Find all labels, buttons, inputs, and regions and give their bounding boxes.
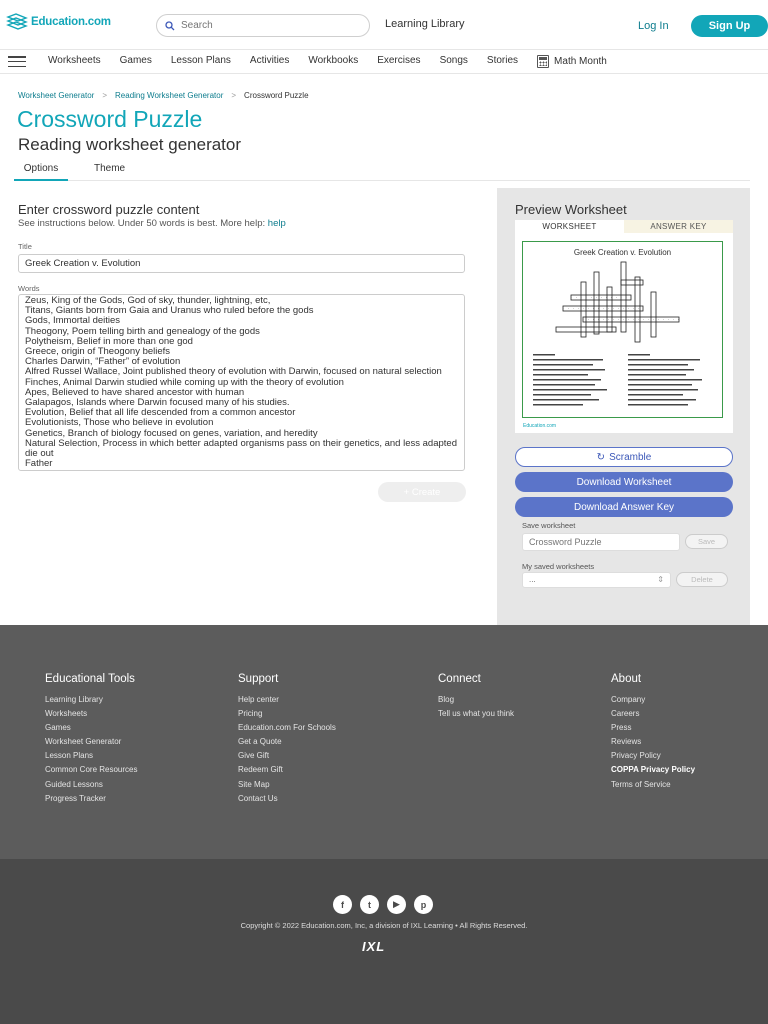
word-line: Genetics, Branch of biology focused on genes, variation, and heredity (25, 427, 318, 439)
delete-button[interactable]: Delete (676, 572, 728, 587)
word-line: Finches, Animal Darwin studied while coming up with the theory of evolution (25, 376, 344, 388)
books-logo-icon (6, 13, 28, 31)
footer-link[interactable]: Give Gift (238, 751, 270, 761)
refresh-icon: ↻ (596, 451, 606, 463)
footer-heading: Educational Tools (45, 673, 135, 685)
saved-worksheets-label: My saved worksheets (522, 562, 595, 571)
word-line: Natural Selection, Process in which better adapted organisms pass on their genetics, and less adapted die out (25, 437, 457, 460)
instructions-text (18, 218, 286, 229)
chevron-updown-icon: ⇕ (657, 575, 664, 584)
download-worksheet-button[interactable]: Download Worksheet (515, 472, 733, 492)
word-line: Evolution, Belief that all life descended from a common ancestor (25, 407, 296, 419)
site-header (0, 0, 768, 50)
save-name-input[interactable] (522, 533, 680, 551)
word-line: Titans, Giants born from Gaia and Uranus who ruled before the gods (25, 305, 314, 317)
worksheet-frame (522, 241, 723, 418)
pinterest-icon[interactable]: p (414, 895, 433, 914)
chevron-right-icon: > (102, 91, 108, 100)
title-input[interactable] (18, 254, 465, 273)
footer-link[interactable]: Tell us what you think (438, 709, 515, 719)
footer-link[interactable]: Help center (238, 695, 279, 704)
footer-link[interactable]: Games (45, 723, 71, 733)
footer-link[interactable]: Reviews (611, 737, 642, 747)
tab-options[interactable]: Options (14, 163, 68, 181)
main-nav (0, 50, 768, 74)
footer-link[interactable]: Education.com For Schools (238, 723, 336, 733)
menu-icon[interactable] (8, 56, 26, 67)
footer-col-support (238, 673, 336, 806)
footer-heading: About (611, 673, 642, 685)
nav-item-worksheets[interactable]: Worksheets (48, 55, 101, 66)
learning-library-link[interactable]: Learning Library (385, 18, 465, 30)
footer-bottom (0, 859, 768, 1024)
ixl-logo[interactable]: IXL (362, 939, 386, 954)
word-line: Alfred Russel Wallace, Joint published theory of evolution with Darwin, focused on natural selection (25, 366, 442, 378)
social-links (333, 895, 433, 914)
page-subtitle: Reading worksheet generator (18, 135, 242, 154)
nav-item-math-month[interactable] (537, 55, 607, 68)
facebook-icon[interactable]: f (333, 895, 352, 914)
tab-theme[interactable]: Theme (94, 163, 126, 174)
nav-item-lesson-plans[interactable]: Lesson Plans (170, 55, 231, 66)
search-box[interactable] (156, 14, 370, 37)
footer-col-educational-tools (45, 673, 137, 806)
worksheet-title: Greek Creation v. Evolution (573, 248, 672, 257)
word-line: Father (25, 458, 53, 470)
instructions: See instructions below. Under 50 words is best. More help: (18, 218, 266, 229)
logo-text: Education.com (31, 16, 111, 28)
footer-link[interactable]: Guided Lessons (45, 779, 103, 789)
search-input[interactable] (181, 20, 351, 31)
footer-link[interactable]: Company (611, 695, 646, 704)
footer-link[interactable]: Pricing (238, 709, 263, 719)
breadcrumb-worksheet-generator[interactable]: Worksheet Generator (18, 91, 95, 100)
footer-col-connect (438, 673, 514, 721)
save-worksheet-label: Save worksheet (522, 521, 576, 530)
word-line: Theogony, Poem telling birth and genealogy of the gods (25, 325, 260, 337)
preview-title: Preview Worksheet (515, 202, 627, 217)
words-label: Words (18, 284, 40, 293)
login-link[interactable]: Log In (638, 20, 669, 32)
word-line: Zeus, King of the Gods, God of sky, thunder, lightning, etc, (25, 295, 271, 306)
word-line: Apes, Believed to have shared ancestor with human (25, 386, 245, 398)
preview-panel (497, 188, 750, 625)
chevron-right-icon: > (231, 91, 237, 100)
page-title: Crossword Puzzle (17, 106, 203, 132)
saved-select-value: ... (529, 575, 536, 584)
footer-col-about (611, 673, 695, 792)
scramble-label: Scramble (609, 451, 652, 463)
saved-worksheets-select[interactable] (522, 572, 671, 588)
scramble-button[interactable] (515, 447, 733, 467)
nav-item-stories[interactable]: Stories (486, 55, 519, 66)
words-textarea[interactable] (18, 294, 465, 471)
worksheet-thumbnail[interactable] (515, 233, 733, 433)
create-button[interactable]: + Create (378, 482, 466, 502)
nav-item-activities[interactable]: Activities (249, 55, 290, 66)
word-line: Gods, Immortal deities (25, 315, 121, 327)
crossword-grid-image (523, 242, 724, 419)
footer-link[interactable]: Terms of Service (611, 779, 671, 789)
footer-heading: Support (238, 673, 279, 685)
breadcrumb-reading-generator[interactable]: Reading Worksheet Generator (115, 91, 224, 100)
footer-link[interactable]: Progress Tracker (45, 793, 106, 803)
search-icon (165, 21, 175, 31)
nav-items (48, 55, 626, 68)
footer-link[interactable]: Press (611, 723, 632, 733)
footer-link[interactable]: Site Map (238, 779, 270, 789)
education-logo[interactable] (6, 13, 111, 31)
footer-link[interactable]: Blog (438, 695, 455, 704)
nav-item-workbooks[interactable]: Workbooks (308, 55, 359, 66)
content-section-title: Enter crossword puzzle content (18, 202, 200, 217)
word-line: Polytheism, Belief in more than one god (25, 335, 193, 347)
footer-link[interactable]: COPPA Privacy Policy (611, 765, 696, 775)
math-month-label: Math Month (554, 56, 607, 67)
breadcrumb (18, 91, 309, 100)
signup-button[interactable]: Sign Up (691, 15, 768, 37)
footer-link[interactable]: Lesson Plans (45, 751, 94, 761)
footer-link[interactable]: Contact Us (238, 793, 278, 803)
nav-item-songs[interactable]: Songs (439, 55, 468, 66)
footer-link[interactable]: Worksheet Generator (45, 737, 122, 747)
options-tabs (14, 160, 750, 181)
footer-link[interactable]: Worksheets (45, 709, 88, 719)
copyright-text: Copyright © 2022 Education.com, Inc, a division of IXL Learning • All Rights Reserved. (240, 921, 528, 930)
breadcrumb-current: Crossword Puzzle (244, 91, 309, 100)
footer-link[interactable]: Get a Quote (238, 737, 282, 747)
word-line: Charles Darwin, “Father” of evolution (25, 356, 181, 368)
nav-item-games[interactable]: Games (119, 55, 152, 66)
worksheet-logo: Education.com (523, 423, 557, 429)
nav-item-exercises[interactable]: Exercises (377, 55, 421, 66)
footer-link[interactable]: Careers (611, 709, 640, 719)
footer-link[interactable]: Common Core Resources (45, 765, 138, 775)
footer-link[interactable]: Learning Library (45, 695, 103, 704)
word-line: Greece, origin of Theogony beliefs (25, 346, 171, 358)
word-line: Evolutionists, Those who believe in evolution (25, 417, 214, 429)
calculator-icon (537, 55, 549, 68)
footer-link[interactable]: Privacy Policy (611, 751, 661, 761)
footer-heading: Connect (438, 673, 481, 685)
save-button[interactable]: Save (685, 534, 728, 549)
download-answer-key-button[interactable]: Download Answer Key (515, 497, 733, 517)
twitter-icon[interactable]: t (360, 895, 379, 914)
tab-worksheet[interactable]: WORKSHEET (515, 220, 624, 233)
site-footer (0, 625, 768, 859)
word-line: Galapagos, Islands where Darwin focused many of his studies. (25, 397, 290, 409)
help-link[interactable]: help (267, 218, 286, 229)
tab-answer-key[interactable]: ANSWER KEY (624, 220, 733, 233)
title-label: Title (18, 242, 32, 251)
footer-link[interactable]: Redeem Gift (238, 765, 283, 775)
youtube-icon[interactable]: ▶ (387, 895, 406, 914)
